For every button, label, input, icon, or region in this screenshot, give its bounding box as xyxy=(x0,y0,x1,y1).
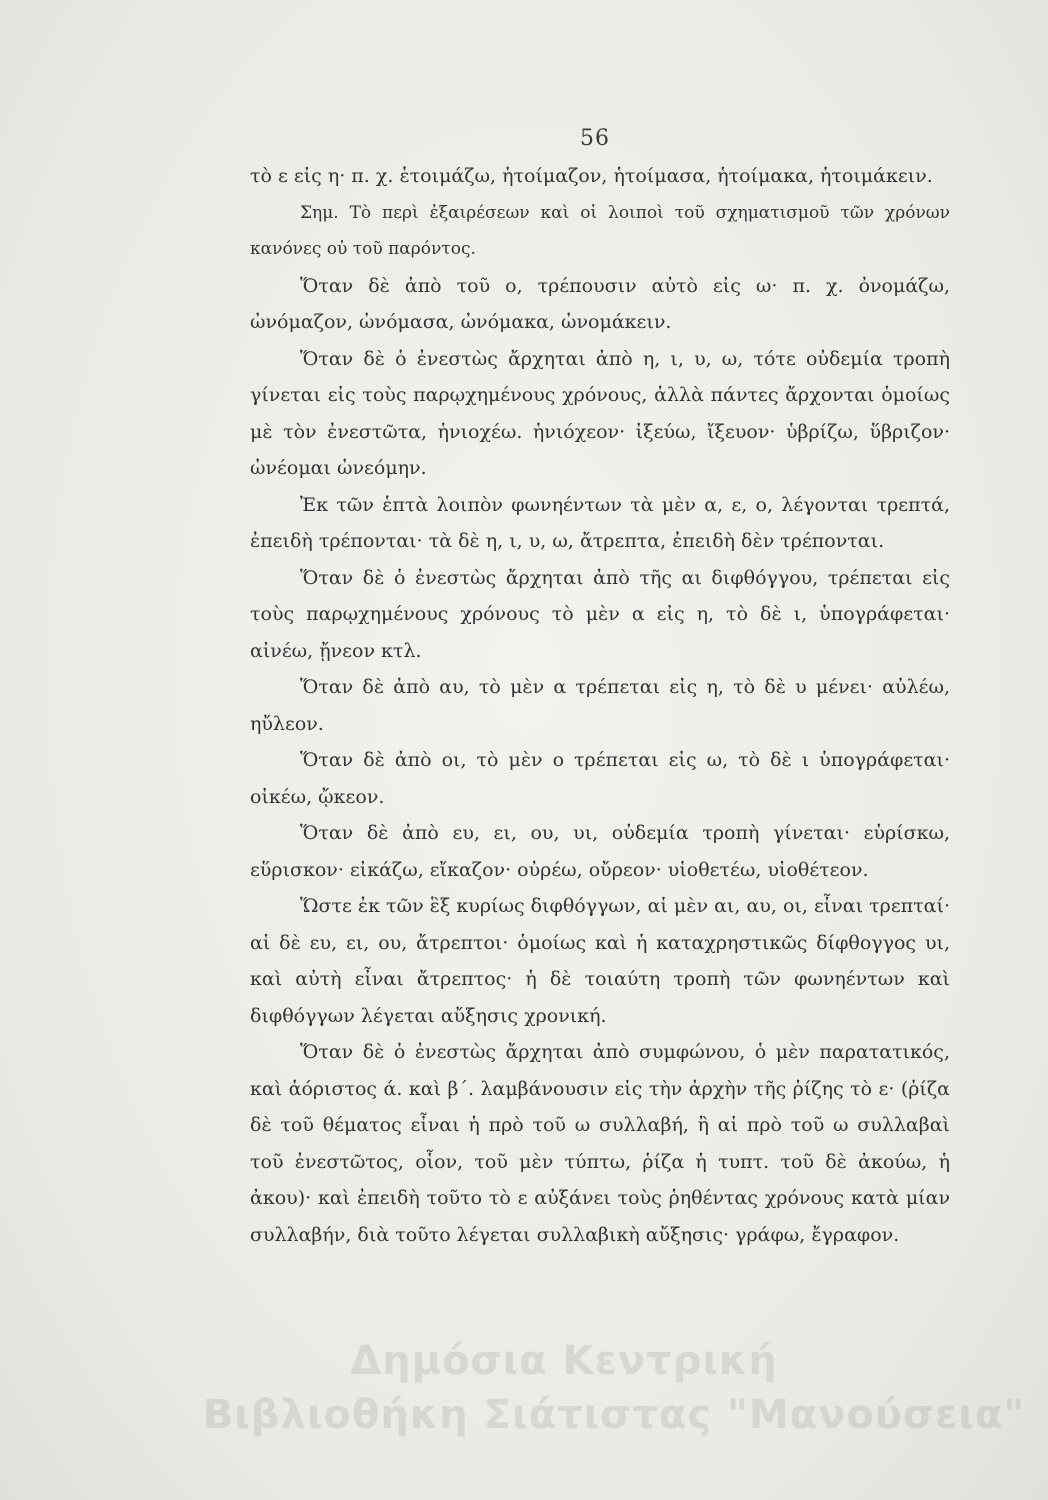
paragraph-6: Ὅταν δὲ ὁ ἐνεστὼς ἄρχηται ἀπὸ τῆς αι διφθόγγου, τρέπεται εἰς τοὺς παρῳχημένους χρόνους τὸ μὲν α εἰς η, τὸ δὲ ι, ὑπογράφεται· αἰνέω, ᾔνεον κτλ. xyxy=(250,566,950,662)
paragraph-7: Ὅταν δὲ ἀπὸ αυ, τὸ μὲν α τρέπεται εἰς η, τὸ δὲ υ μένει· αὐλέω, ηὔλεον. xyxy=(250,676,950,735)
library-watermark-line-1: Δημόσια Κεντρική xyxy=(350,1338,778,1384)
page-number: 56 xyxy=(580,126,610,151)
paragraph-10: Ὥστε ἐκ τῶν ἓξ κυρίως διφθόγγων, αἱ μὲν αι, αυ, οι, εἶναι τρεπταί· αἱ δὲ ευ, ει, ου, ἄτρεπτοι· ὁμοίως καὶ ἡ καταχρηστικῶς δίφθογγος υι, καὶ αὐτὴ εἶναι ἄτρεπτος· ἡ δὲ τοιαύτη τροπὴ τῶν φωνηέντων καὶ διφθόγγων λέγεται αὔξησις χρονική. xyxy=(250,895,950,1027)
paragraph-11: Ὅταν δὲ ὁ ἐνεστὼς ἄρχηται ἀπὸ συμφώνου, ὁ μὲν παρατατικός, καὶ ἀόριστος ά. καὶ β΄. λαμβάνουσιν εἰς τὴν ἀρχὴν τῆς ῥίζης τὸ ε· (ῥίζα δὲ τοῦ θέματος εἶναι ἡ πρὸ τοῦ ω συλλαβή, ἢ αἱ πρὸ τοῦ ω συλλαβαὶ τοῦ ἐνεστῶτος, οἷον, τοῦ μὲν τύπτω, ῥίζα ἡ τυπτ. τοῦ δὲ ἀκούω, ἡ ἀκου)· καὶ ἐπειδὴ τοῦτο τὸ ε αὐξάνει τοὺς ῥηθέντας χρόνους κατὰ μίαν συλλαβήν, διὰ τοῦτο λέγεται συλλαβικὴ αὔξησις· γράφω, ἔγραφον. xyxy=(250,1041,950,1246)
paragraph-3: Ὅταν δὲ ἀπὸ τοῦ ο, τρέπουσιν αὐτὸ εἰς ω· π. χ. ὀνομάζω, ὠνόμαζον, ὠνόμασα, ὠνόμακα, ὠνομάκειν. xyxy=(250,274,950,333)
paragraph-5: Ἐκ τῶν ἑπτὰ λοιπὸν φωνηέντων τὰ μὲν α, ε, ο, λέγονται τρεπτά, ἐπειδὴ τρέπονται· τὰ δὲ η, ι, υ, ω, ἄτρεπτα, ἐπειδὴ δὲν τρέπονται. xyxy=(250,493,950,552)
paragraph-4: Ὅταν δὲ ὁ ἐνεστὼς ἄρχηται ἀπὸ η, ι, υ, ω, τότε οὐδεμία τροπὴ γίνεται εἰς τοὺς παρῳχημένους χρόνους, ἀλλὰ πάντες ἄρχονται ὁμοίως μὲ τὸν ἐνεστῶτα, ἡνιοχέω. ἡνιόχεον· ἰξεύω, ἴξευον· ὑβρίζω, ὕβριζον· ὠνέομαι ὠνεόμην. xyxy=(250,347,950,479)
library-watermark-line-2: Βιβλιοθήκη Σιάτιστας "Μανούσεια" xyxy=(202,1392,1026,1438)
note-paragraph: Σημ. Τὸ περὶ ἐξαιρέσεων καὶ οἱ λοιποὶ τοῦ σχηματισμοῦ τῶν χρόνων κανόνες οὐ τοῦ παρόντος. xyxy=(250,202,950,259)
paragraph-8: Ὅταν δὲ ἀπὸ οι, τὸ μὲν ο τρέπεται εἰς ω, τὸ δὲ ι ὑπογράφεται· οἰκέω, ᾤκεον. xyxy=(250,749,950,808)
body-text xyxy=(250,158,950,1253)
paragraph-9: Ὅταν δὲ ἀπὸ ευ, ει, ου, υι, οὐδεμία τροπὴ γίνεται· εὑρίσκω, εὕρισκον· εἰκάζω, εἴκαζον· οὐρέω, οὔρεον· υἱοθετέω, υἱοθέτεον. xyxy=(250,822,950,881)
paragraph-1: τὸ ε εἰς η· π. χ. ἑτοιμάζω, ἡτοίμαζον, ἡτοίμασα, ἡτοίμακα, ἡτοιμάκειν. xyxy=(250,165,933,187)
